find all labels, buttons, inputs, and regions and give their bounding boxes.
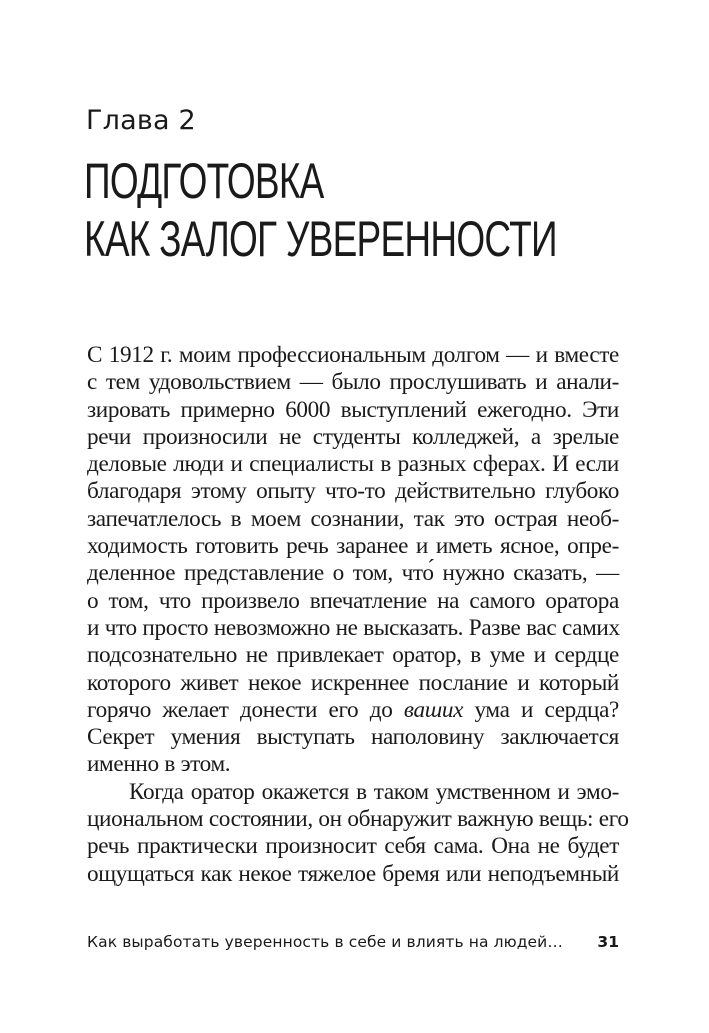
text-line: зировать примерно 6000 выступлений ежегодно. Эти (87, 396, 619, 423)
emphasis-text: ваших (403, 696, 464, 723)
running-title: Как выработать уверенность в себе и влиять на людей… (87, 933, 563, 951)
text-line: и что просто невозможно не высказать. Разве вас самих (87, 614, 620, 641)
text-segment: ума и сердца? (463, 696, 619, 723)
text-line-with-emphasis (87, 697, 619, 724)
text-line: деловые люди и специалисты в разных сферах. И если (87, 451, 619, 478)
text-line: речь практически произносит себя сама. Она не будет (87, 833, 619, 860)
text-line: ходимость готовить речь заранее и иметь ясное, опре- (87, 533, 619, 560)
text-line: деленное представление о том, что́ нужно сказать, — (87, 560, 619, 587)
text-line: которого живет некое искреннее послание и который (87, 669, 619, 696)
text-line: С 1912 г. моим профессиональным долгом — и вместе (87, 342, 619, 368)
paragraph-first-line: Когда оратор окажется в таком умственном и эмо- (129, 778, 619, 805)
chapter-title-line: ПОДГОТОВКА (84, 153, 324, 209)
chapter-title (84, 152, 557, 268)
chapter-title-line: КАК ЗАЛОГ УВЕРЕННОСТИ (84, 211, 557, 267)
body-text (87, 342, 629, 888)
text-line: ощущаться как некое тяжелое бремя или неподъемный (87, 860, 619, 887)
chapter-label: Глава 2 (86, 105, 196, 136)
text-line: циональном состоянии, он обнаружит важную вещь: его (87, 806, 629, 833)
text-line: речи произносили не студенты колледжей, а зрелые (87, 423, 619, 450)
text-segment: горячо желает донести его до (87, 696, 404, 723)
text-line: о том, что произвело впечатление на самого оратора (87, 587, 619, 614)
running-footer (87, 930, 619, 954)
text-line: благодаря этому опыту что-то действительно глубоко (87, 478, 619, 505)
text-line: с тем удовольствием — было прослушивать и анали- (87, 369, 619, 396)
text-line: подсознательно не привлекает оратор, в уме и сердце (87, 642, 619, 669)
page-number: 31 (597, 933, 619, 951)
text-line: Секрет умения выступать наполовину заключается (87, 724, 619, 751)
text-line: именно в этом. (87, 751, 231, 778)
text-line: запечатлелось в моем сознании, так это острая необ- (87, 505, 619, 532)
